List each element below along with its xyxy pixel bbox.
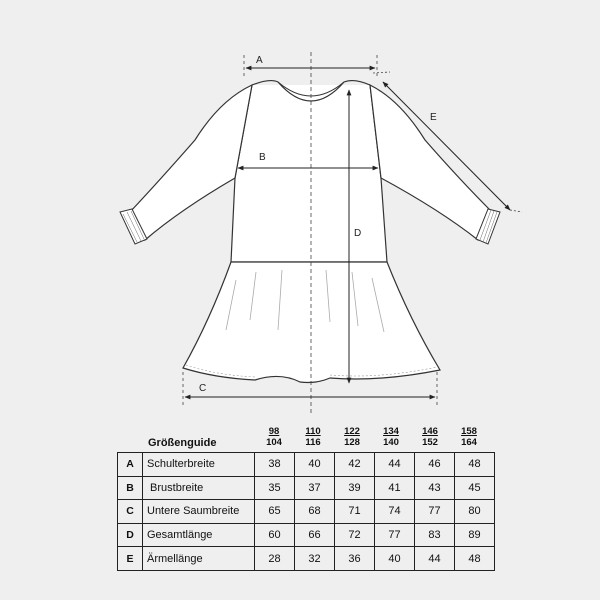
table-cell: 74: [375, 500, 415, 524]
measure-c-label: C: [199, 383, 207, 394]
size-bottom: 128: [344, 437, 360, 448]
size-header: [410, 426, 450, 448]
table-cell: 39: [335, 476, 375, 500]
table-cell: 68: [295, 500, 335, 524]
table-row: [118, 476, 495, 500]
table-cell: 28: [255, 547, 295, 571]
table-cell: 45: [455, 476, 495, 500]
row-label: Untere Saumbreite: [143, 500, 255, 524]
measure-b-label: B: [259, 152, 266, 163]
row-label: Gesamtlänge: [143, 523, 255, 547]
table-cell: 71: [335, 500, 375, 524]
table-row: [118, 453, 495, 477]
table-row: [118, 500, 495, 524]
dress-bodice-outline: [231, 85, 387, 262]
table-cell: 72: [335, 523, 375, 547]
size-top: 98: [268, 426, 280, 437]
table-cell: 40: [375, 547, 415, 571]
table-cell: 66: [295, 523, 335, 547]
size-top: 146: [422, 426, 438, 437]
size-top: 134: [383, 426, 399, 437]
table-cell: 48: [455, 547, 495, 571]
table-cell: 77: [375, 523, 415, 547]
dress-skirt-outline: [183, 262, 440, 383]
table-cell: 40: [295, 453, 335, 477]
row-label: Schulterbreite: [143, 453, 255, 477]
measure-e-label: E: [430, 112, 437, 123]
table-cell: 44: [415, 547, 455, 571]
table-row: [118, 547, 495, 571]
size-header: [293, 426, 333, 448]
size-table: [117, 452, 495, 571]
table-cell: 38: [255, 453, 295, 477]
table-cell: 42: [335, 453, 375, 477]
table-cell: 35: [255, 476, 295, 500]
row-letter: B: [118, 476, 143, 500]
size-guide-title: Größenguide: [148, 437, 217, 449]
table-cell: 48: [455, 453, 495, 477]
table-cell: 46: [415, 453, 455, 477]
table-cell: 37: [295, 476, 335, 500]
table-cell: 43: [415, 476, 455, 500]
row-label: Ärmellänge: [143, 547, 255, 571]
size-top: 122: [344, 426, 360, 437]
table-cell: 65: [255, 500, 295, 524]
table-cell: 44: [375, 453, 415, 477]
size-header: [332, 426, 372, 448]
measure-d-label: D: [354, 228, 362, 239]
dress-right-sleeve: [370, 85, 492, 240]
row-letter: E: [118, 547, 143, 571]
table-cell: 77: [415, 500, 455, 524]
size-top: 158: [461, 426, 477, 437]
row-label: Brustbreite: [143, 476, 255, 500]
size-header: [371, 426, 411, 448]
table-cell: 80: [455, 500, 495, 524]
size-bottom: 116: [305, 437, 321, 448]
size-bottom: 104: [266, 437, 282, 448]
size-bottom: 140: [383, 437, 399, 448]
size-top: 110: [305, 426, 321, 437]
measure-a-label: A: [256, 55, 263, 66]
size-bottom: 164: [461, 437, 477, 448]
size-bottom: 152: [422, 437, 438, 448]
size-header: [254, 426, 294, 448]
table-cell: 83: [415, 523, 455, 547]
table-cell: 32: [295, 547, 335, 571]
table-row: [118, 523, 495, 547]
row-letter: C: [118, 500, 143, 524]
table-cell: 36: [335, 547, 375, 571]
row-letter: A: [118, 453, 143, 477]
table-cell: 41: [375, 476, 415, 500]
table-cell: 89: [455, 523, 495, 547]
size-header: [449, 426, 489, 448]
row-letter: D: [118, 523, 143, 547]
table-cell: 60: [255, 523, 295, 547]
